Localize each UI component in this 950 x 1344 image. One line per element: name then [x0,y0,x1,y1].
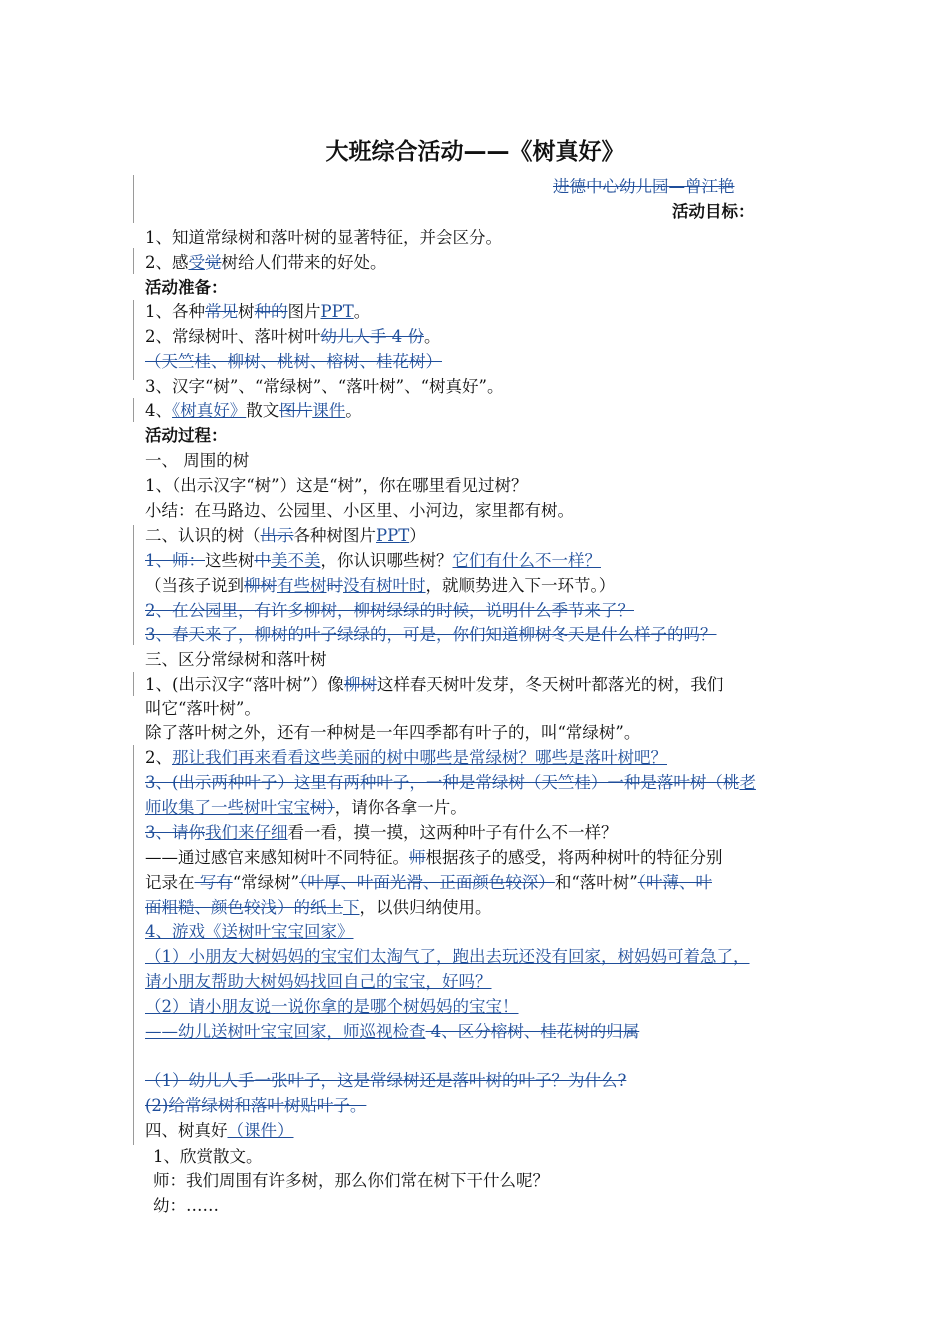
process-line-inserted: （1）小朋友大树妈妈的宝宝们太淘气了，跑出去玩还没有回家，树妈妈可着急了， [145,947,750,966]
prep-heading: 活动准备： [145,278,228,297]
process-line-deleted: （1）幼儿人手一张叶子，这是常绿树还是落叶树的叶子？为什么? [145,1071,627,1090]
process-line: 记录在 写有“常绿树”（叶厚、叶面光滑、正面颜色较深）和“落叶树”（叶薄、叶 [145,873,712,892]
process-line: 2、那让我们再来看看这些美丽的树中哪些是常绿树？哪些是落叶树吧？ [145,748,667,767]
process-line: 1、欣赏散文。 [153,1147,263,1166]
process-line: 师：我们周围有许多树，那么你们常在树下干什么呢？ [153,1171,549,1190]
process-line: ——幼儿送树叶宝宝回家，师巡视检查 4、区分榕树、桂花树的归属 [145,1022,640,1041]
goal-1: 1、知道常绿树和落叶树的显著特征，并会区分。 [145,228,502,247]
process-line: 1、师：这些树中美不美，你认识哪些树？它们有什么不一样？ [145,551,601,570]
process-line: 3、请你我们来仔细看一看，摸一摸，这两种叶子有什么不一样？ [145,823,618,842]
revision-bar [133,525,134,645]
process-line: 面粗糙、颜色较浅）的纸上下，以供归纳使用。 [145,898,492,917]
document-title: 大班综合活动——《树真好》 [325,139,625,165]
process-line: 师收集了一些树叶宝宝树），请你各拿一片。 [145,798,467,817]
prep-2-deleted: （天竺桂、柳树、桃树、榕树、桂花树） [145,352,442,371]
process-line: ——通过感官来感知树叶不同特征。师根据孩子的感受，将两种树叶的特征分别 [145,848,723,867]
process-line-deleted: (2)给常绿树和落叶树贴叶子。 [145,1096,367,1115]
process-line: 小结：在马路边、公园里、小区里、小河边，家里都有树。 [145,501,574,520]
prep-2: 2、常绿树叶、落叶树叶幼儿人手 4 份。 [145,327,441,346]
process-line-inserted: 4、游戏《送树叶宝宝回家》 [145,922,354,941]
revision-bar [133,398,134,422]
process-line: 二、认识的树（出示各种树图片PPT） [145,526,426,545]
revision-bar [133,672,134,696]
process-line: 三、区分常绿树和落叶树 [145,650,327,669]
revision-bar [133,248,134,274]
process-line-inserted: （2）请小朋友说一说你拿的是哪个树妈妈的宝宝！ [145,997,519,1016]
process-line: 四、树真好（课件） [145,1121,294,1140]
process-line-deleted: 2、在公园里，有许多柳树，柳树绿绿的时候，说明什么季节来了？ [145,601,634,620]
revision-bar [133,175,134,223]
process-line: 1、(出示汉字“落叶树”）像柳树这样春天树叶发芽，冬天树叶都落光的树，我们 [145,675,724,694]
goal-2: 2、感受觉树给人们带来的好处。 [145,253,387,272]
process-line-inserted: 请小朋友帮助大树妈妈找回自己的宝宝，好吗？ [145,972,492,991]
prep-1: 1、各种常见树种的图片PPT。 [145,302,371,321]
process-heading: 活动过程： [145,426,228,445]
process-line: 叫它“落叶树”。 [145,699,261,718]
process-line: （当孩子说到柳树有些树时没有树叶时，就顺势进入下一环节。） [145,576,616,595]
prep-3: 3、汉字“树”、“常绿树”、“落叶树”、“树真好”。 [145,377,504,396]
process-line: 除了落叶树之外，还有一种树是一年四季都有叶子的，叫“常绿树”。 [145,723,641,742]
author-deleted: 进德中心幼儿园—曾江艳 [553,177,735,196]
revision-bar [133,300,134,380]
process-line: 一、 周围的树 [145,451,250,470]
process-line: 1、（出示汉字“树”）这是“树”，你在哪里看见过树？ [145,476,528,495]
process-line: 幼：…… [153,1196,219,1215]
prep-4: 4、《树真好》散文图片课件。 [145,401,362,420]
goals-heading: 活动目标： [672,202,755,221]
revision-bar [133,745,134,1145]
process-line: 3、(出示两种叶子）这里有两种叶子，一种是常绿树（天竺桂）一种是落叶树（桃老 [145,773,756,792]
process-line-deleted: 3、春天来了，柳树的叶子绿绿的，可是，你们知道柳树冬天是什么样子的吗？ [145,625,717,644]
